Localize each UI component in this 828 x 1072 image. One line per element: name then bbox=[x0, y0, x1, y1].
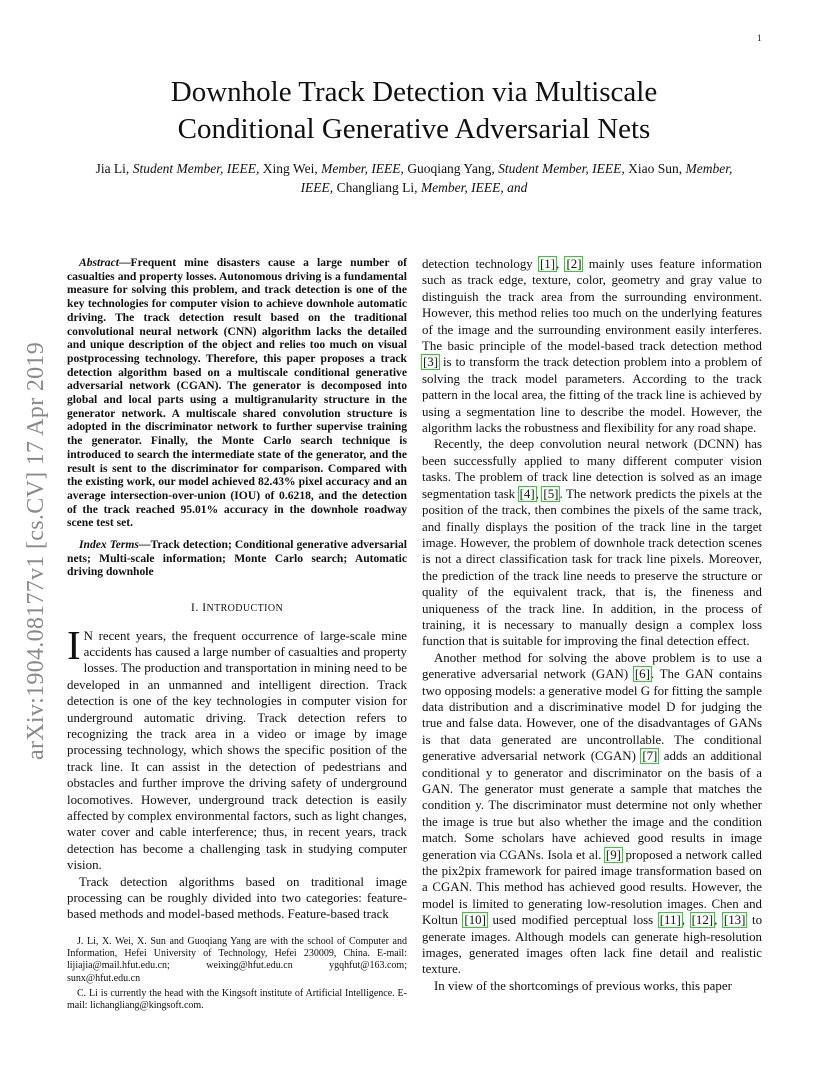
drop-cap: I bbox=[67, 621, 81, 668]
author-affiliation: Member, IEEE, bbox=[321, 161, 404, 176]
abstract-text: —Frequent mine disasters cause a large number of casualties and property losses. Autonomous driving is a fundamental measure for solving this problem, and track detection is one of the key technologies for computer vision to achieve downhole automatic driving. The track detection result based on the traditional convolutional neural network (CNN) algorithm lacks the detailed and unique description of the object and relies too much on visual postprocessing technology. Therefore, this paper proposes a track detection algorithm based on a multiscale conditional generative adversarial network (CGAN). The generator is decomposed into global and local parts using a multigranularity structure in the generator network. A multiscale shared convolution structure is adopted in the discriminator network to further supervise training the generator. Finally, the Monte Carlo search technique is introduced to search the intermediate state of the generator, and the result is sent to the discriminator for comparison. Compared with the existing work, our model achieved 82.43% pixel accuracy and an average intersection-over-union (IOU) of 0.6218, and the detection of the track reached 95.01% accuracy in the downhole roadway scene test set. bbox=[67, 256, 407, 530]
citation-link[interactable]: [11] bbox=[659, 913, 681, 928]
abstract bbox=[67, 256, 407, 530]
intro-paragraph-1-text: N recent years, the frequent occurrence of large-scale mine accidents has caused a large number of casualties and property losses. The production and transportation in mining need to be developed in an unmanned and intelligent direction. Track detection is one of the key technologies in computer vision for underground automatic driving. Track detection refers to recognizing the track area in a video or image by image processing technology, which shows the specific position of the track line. It can assist in the detection of pedestrians and obstacles and further improve the driving safety of underground locomotives. However, underground track detection is easily affected by complex environmental factors, such as light changes, water cover and cable interference; thus, in recent years, track detection has become a challenging task in studying computer vision. bbox=[67, 628, 407, 873]
author-affiliation: Member, IEEE, and bbox=[420, 180, 528, 195]
section-heading-introduction bbox=[67, 599, 407, 617]
author-affiliation: Member, IEEE, bbox=[300, 161, 733, 195]
author-name: Jia Li, bbox=[95, 161, 130, 176]
body-paragraph bbox=[422, 436, 762, 649]
citation-link[interactable]: [6] bbox=[634, 667, 650, 682]
intro-paragraph-2: Track detection algorithms based on traditional image processing can be roughly divided into two categories: feature-based methods and model-based methods. Feature-based track bbox=[67, 874, 407, 922]
text-run: , bbox=[714, 913, 723, 928]
text-run: adds an additional conditional y to generator and discriminator on the basis of a GAN. The generator must generate a sample that matches the condition y. The discriminator must determine not only whether the image is true but also whether the image and the condition match. Some scholars have achieved good results in image generation via CGANs. Isola et al. bbox=[422, 749, 762, 862]
text-run: Recently, the deep convolution neural network (DCNN) has been successfully applied to many different computer vision tasks. The problem of track line detection is solved as an image segmentation task bbox=[422, 437, 762, 501]
body-paragraph bbox=[422, 256, 762, 436]
section-numeral: I. bbox=[190, 600, 203, 615]
text-run: detection technology bbox=[422, 257, 539, 271]
author-affiliation: Student Member, IEEE, bbox=[132, 161, 260, 176]
body-paragraph: In view of the shortcomings of previous works, this paper bbox=[434, 978, 732, 993]
arxiv-identifier-stamp: arXiv:1904.08177v1 [cs.CV] 17 Apr 2019 bbox=[23, 341, 49, 760]
text-run: , bbox=[556, 257, 566, 271]
citation-link[interactable]: [9] bbox=[605, 847, 621, 862]
citation-link[interactable]: [13] bbox=[723, 913, 746, 928]
text-run: proposed a network called the pix2pix framework for paired image transformation based on a CGAN. This method has achieved good results. However, the model is limited to generating low-resolution images. Chen and Koltun bbox=[422, 847, 762, 928]
section-title-initial: I bbox=[202, 600, 207, 615]
author-name: Changliang Li, bbox=[336, 180, 418, 195]
citation-link[interactable]: [4] bbox=[519, 486, 535, 501]
text-run: , bbox=[535, 486, 543, 501]
page-number: 1 bbox=[757, 33, 762, 43]
index-terms-text: —Track detection; Conditional generative adversarial nets; Multi-scale information; Monte Carlo search; Automatic driving downhole bbox=[67, 538, 407, 579]
left-column bbox=[67, 256, 407, 923]
abstract-label: Abstract bbox=[79, 256, 119, 269]
text-run: Another method for solving the above problem is to use a generative adversarial network (GAN) bbox=[422, 650, 762, 682]
intro-paragraph-1 bbox=[67, 621, 407, 874]
citation-link[interactable]: [5] bbox=[543, 486, 559, 501]
citation-link[interactable]: [12] bbox=[691, 913, 714, 928]
text-run: mainly uses feature information such as track edge, texture, color, geometry and gray value to distinguish the track area from the surrounding environment. However, this method relies too much on the underlying features of the image and the surrounding environment easily interferes. The basic principle of the model-based track detection method bbox=[422, 257, 763, 354]
citation-link[interactable]: [1] bbox=[539, 257, 555, 271]
index-terms bbox=[67, 538, 407, 579]
index-terms-label: Index Terms bbox=[79, 538, 139, 552]
footnote-affiliation: C. Li is currently the head with the Kingsoft institute of Artificial Intelligence. E-mail: lichangliang@kingsoft.com. bbox=[67, 987, 407, 1012]
footnote-affiliation: J. Li, X. Wei, X. Sun and Guoqiang Yang are with the school of Computer and Information, Hefei University of Technology, Hefei 230009, China. E-mail: lijiajia@mail.hfut.edu.cn; weixing@hfut.edu.cn ygqhfut@163.com; sunx@hfut.edu.cn bbox=[67, 936, 407, 984]
text-run: . The GAN contains two opposing models: a generative model G for fitting the sample data distribution and a discriminative model D for judging the true and false data. However, one of the disadvantages of GANs is that data generated are uncontrollable. The conditional generative adversarial network (CGAN) bbox=[422, 667, 762, 764]
author-list bbox=[80, 159, 748, 197]
right-column bbox=[422, 256, 762, 994]
citation-link[interactable]: [7] bbox=[642, 749, 658, 764]
paper-title: Downhole Track Detection via Multiscale Conditional Generative Adversarial Nets bbox=[170, 76, 658, 145]
citation-link[interactable]: [3] bbox=[423, 355, 439, 370]
author-name: Xiao Sun, bbox=[628, 161, 683, 176]
text-run: . The network predicts the pixels at the position of the track, then combines the pixels of the same track, and finally displays the position of the track line in the target image. However, the problem of downhole track detection scenes is not a direct classification task for track line pixels. Moreover, the prediction of the track line needs to preserve the structure or quality of the equivalent track, that is, the fineness and uniqueness of the track line. In addition, in the process of training, it is necessary to manually design a complex loss function that is suitable for improving the final detection effect. bbox=[422, 486, 762, 649]
footnotes bbox=[67, 936, 407, 1012]
text-run: used modified perceptual loss bbox=[486, 913, 659, 928]
author-name: Xing Wei, bbox=[262, 161, 318, 176]
text-run: , bbox=[681, 913, 691, 928]
text-run: is to transform the track detection problem into a problem of solving the track model parameters. According to the track pattern in the local area, the fitting of the track line is achieved by using a segmentation line to describe the model. However, the algorithm lacks the robustness and flexibility for any road shape. bbox=[422, 355, 762, 436]
section-title-rest: NTRODUCTION bbox=[206, 603, 284, 615]
citation-link[interactable]: [2] bbox=[566, 257, 582, 271]
citation-link[interactable]: [10] bbox=[464, 913, 486, 928]
body-paragraph bbox=[422, 650, 762, 978]
author-name: Guoqiang Yang, bbox=[407, 161, 495, 176]
author-affiliation: Student Member, IEEE, bbox=[498, 161, 625, 176]
text-run: to generate images. Although models can generate high-resolution images, generated images often lack fine detail and realistic texture. bbox=[422, 913, 763, 977]
